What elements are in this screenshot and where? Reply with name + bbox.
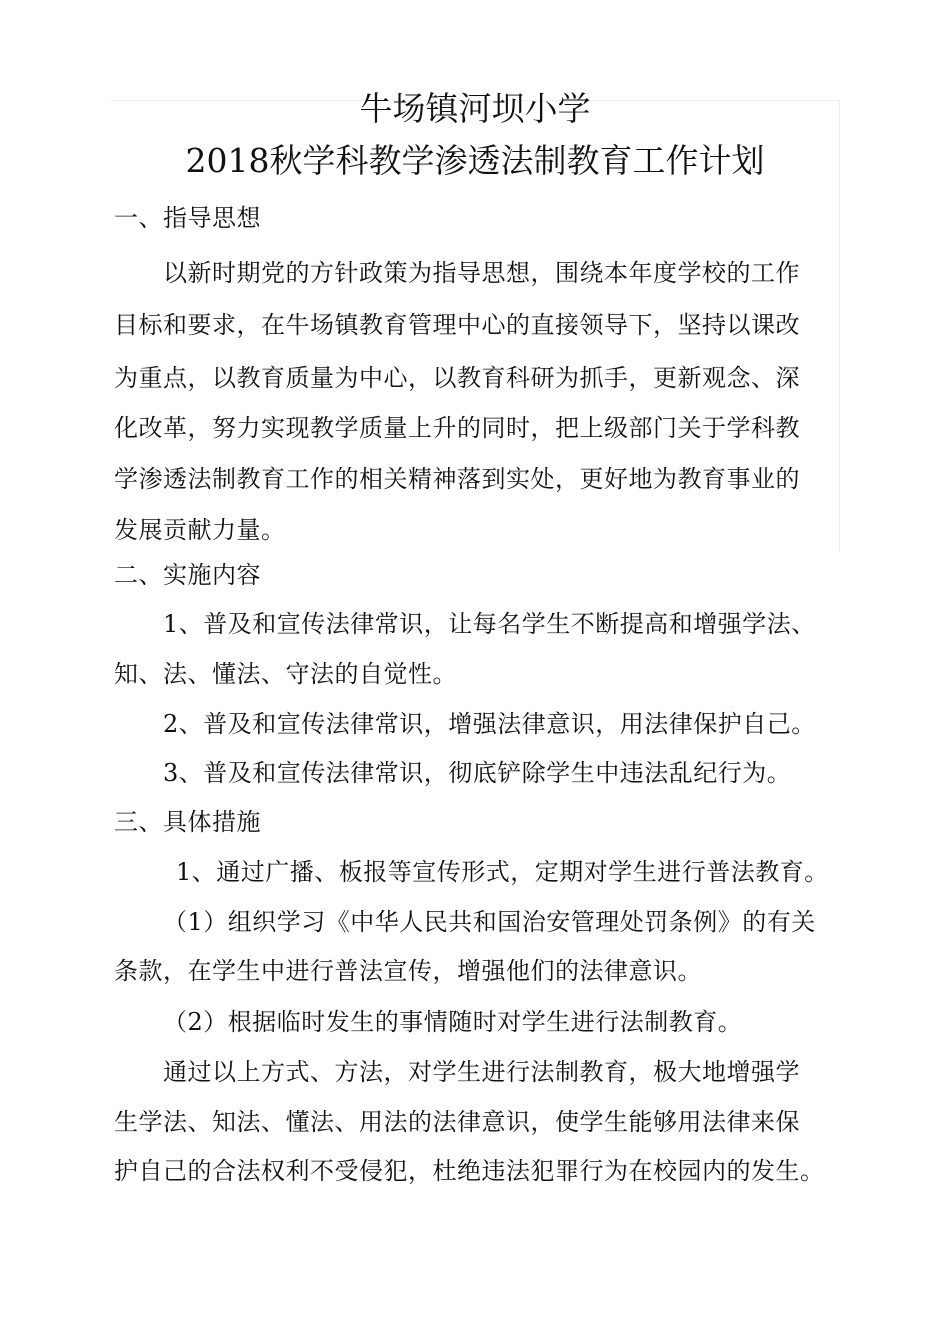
section3-sub2: （2）根据临时发生的事情随时对学生进行法制教育。 <box>163 1008 743 1036</box>
section1-paragraph-line: 目标和要求，在牛场镇教育管理中心的直接领导下，坚持以课改 <box>114 311 800 339</box>
section2-item3: 3、普及和宣传法律常识，彻底铲除学生中违法乱纪行为。 <box>163 759 792 787</box>
section3-sub1-line: 条款，在学生中进行普法宣传，增强他们的法律意识。 <box>114 957 702 985</box>
section2-item1-line: 1、普及和宣传法律常识，让每名学生不断提高和增强学法、 <box>163 610 816 638</box>
section3-conclusion-line: 通过以上方式、方法，对学生进行法制教育，极大地增强学 <box>163 1058 800 1086</box>
section1-heading: 一、指导思想 <box>114 204 261 232</box>
section3-conclusion-line: 护自己的合法权利不受侵犯，杜绝违法犯罪行为在校园内的发生。 <box>114 1157 825 1185</box>
section1-paragraph-line: 化改革，努力实现教学质量上升的同时，把上级部门关于学科教 <box>114 414 800 442</box>
section2-item1-line: 知、法、懂法、守法的自觉性。 <box>114 660 457 688</box>
section3-sub1-line: （1）组织学习《中华人民共和国治安管理处罚条例》的有关 <box>163 908 816 936</box>
section1-paragraph-line: 以新时期党的方针政策为指导思想，围绕本年度学校的工作 <box>163 259 800 287</box>
section1-paragraph-line: 为重点，以教育质量为中心，以教育科研为抓手，更新观念、深 <box>114 364 800 392</box>
document-title-plan: 2018秋学科教学渗透法制教育工作计划 <box>185 141 765 180</box>
section1-paragraph-line: 学渗透法制教育工作的相关精神落到实处，更好地为教育事业的 <box>114 465 800 493</box>
section1-paragraph-line: 发展贡献力量。 <box>114 516 286 544</box>
section3-conclusion-line: 生学法、知法、懂法、用法的法律意识，使学生能够用法律来保 <box>114 1108 800 1136</box>
document-title-school: 牛场镇河坝小学 <box>359 89 591 128</box>
section2-item2: 2、普及和宣传法律常识，增强法律意识，用法律保护自己。 <box>163 710 816 738</box>
section3-item1: 1、通过广播、板报等宣传形式，定期对学生进行普法教育。 <box>176 858 829 886</box>
section3-heading: 三、具体措施 <box>114 808 261 836</box>
section2-heading: 二、实施内容 <box>114 561 261 589</box>
